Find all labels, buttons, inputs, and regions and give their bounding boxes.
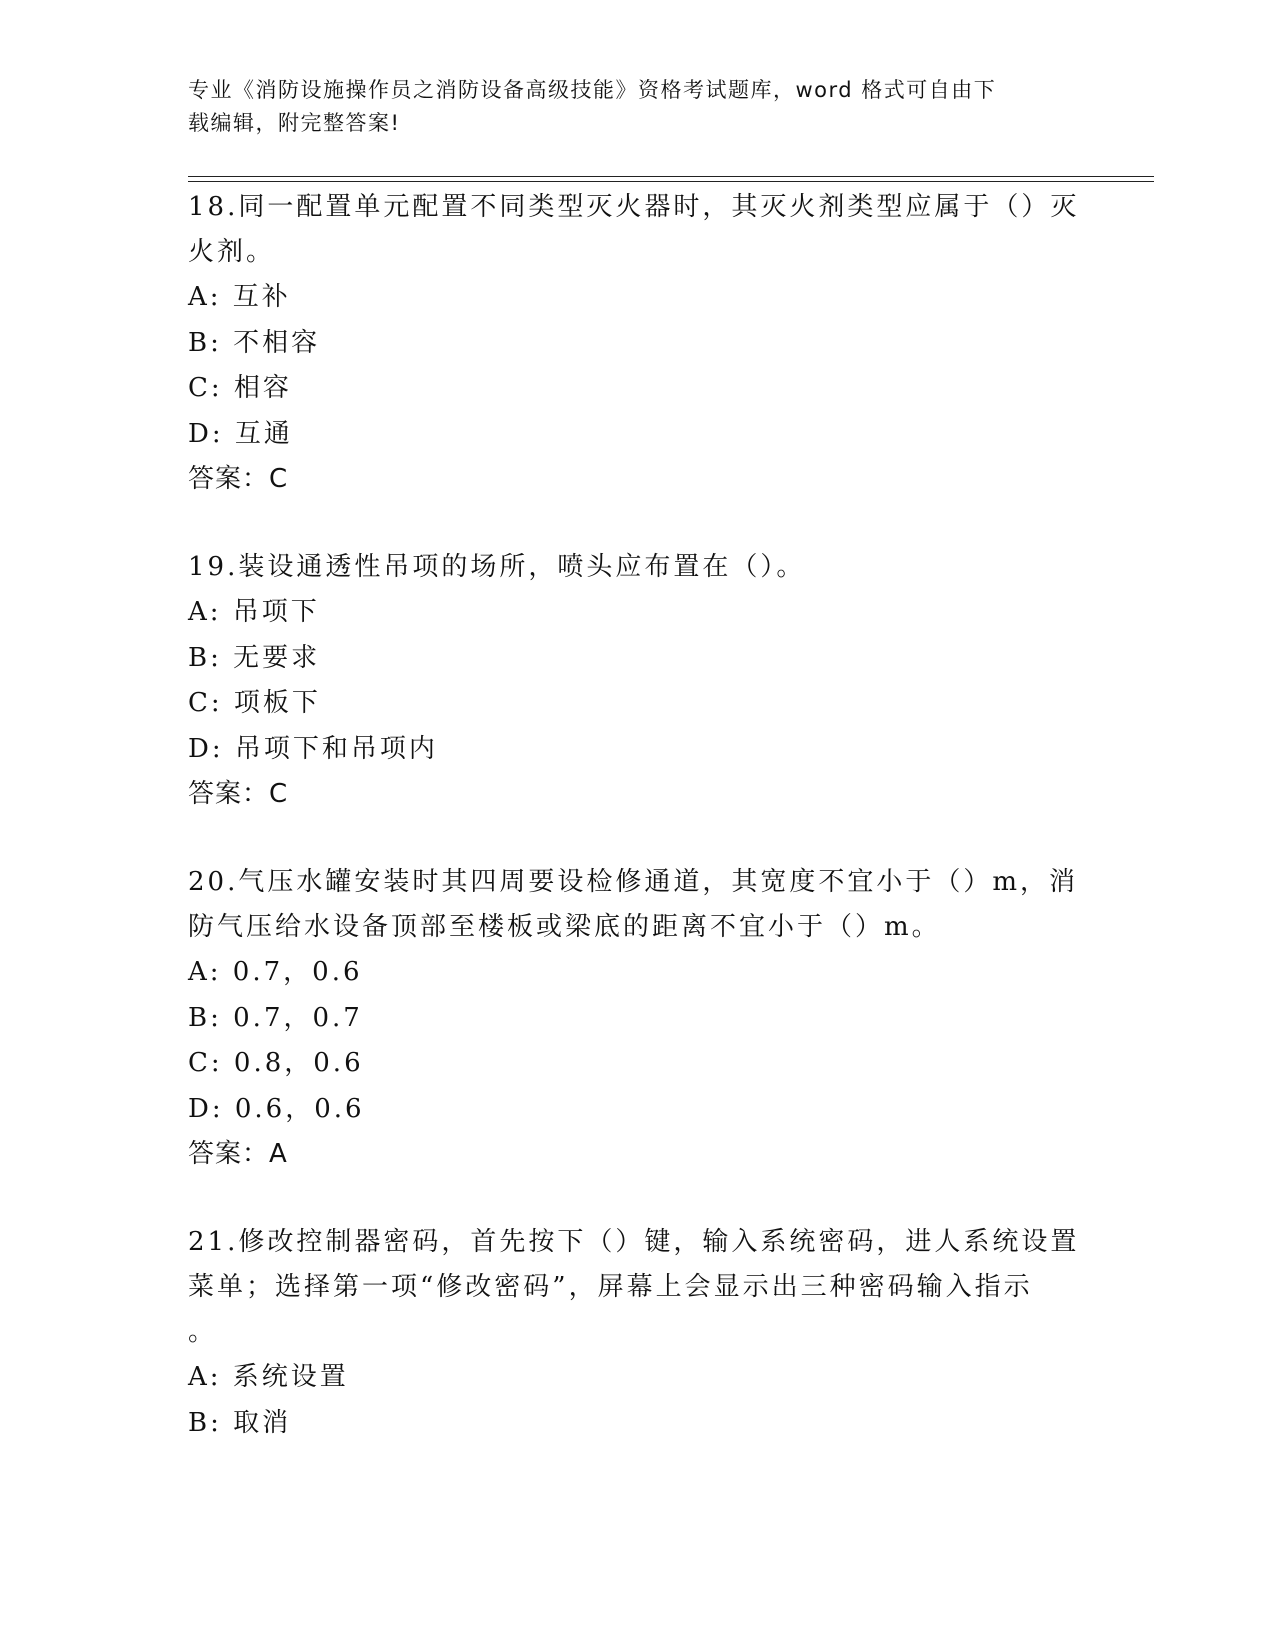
- question-text-line: 19.装设通透性吊项的场所，喷头应布置在（）。: [188, 552, 806, 582]
- question-text-line: 。: [188, 1317, 218, 1347]
- option-b: B: 0.7，0.7: [188, 1002, 363, 1033]
- option-b: B: 不相容: [188, 327, 321, 358]
- option-a: A: 系统设置: [188, 1362, 349, 1392]
- question-text-line: 20.气压水罐安装时其四周要设检修通道，其宽度不宜小于（）m，消: [188, 867, 1079, 897]
- header-line-2: 载编辑，附完整答案!: [188, 111, 401, 135]
- question-20: [188, 860, 1088, 1177]
- question-21: [188, 1220, 1088, 1446]
- option-d: D: 0.6，0.6: [188, 1093, 365, 1124]
- question-19: [188, 545, 1088, 817]
- option-c: C: 0.8，0.6: [188, 1048, 364, 1078]
- option-d: D: 吊项下和吊项内: [188, 733, 438, 764]
- answer: 答案：A: [188, 1139, 288, 1169]
- question-text-line: 21.修改控制器密码，首先按下（）键，输入系统密码，进人系统设置: [188, 1227, 1080, 1257]
- option-b: B: 取消: [188, 1407, 292, 1438]
- question-text-line: 防气压给水设备顶部至楼板或梁底的距离不宜小于（）m。: [188, 912, 941, 942]
- question-text-line: 18.同一配置单元配置不同类型灭火器时，其灭火剂类型应属于（）灭: [188, 192, 1080, 222]
- question-18: [188, 185, 1088, 502]
- option-c: C: 相容: [188, 373, 292, 403]
- option-a: A: 0.7，0.6: [188, 957, 363, 987]
- option-b: B: 无要求: [188, 642, 321, 673]
- header-line-1: 专业《消防设施操作员之消防设备高级技能》资格考试题库，word 格式可自由下: [188, 78, 997, 102]
- option-d: D: 互通: [188, 418, 293, 449]
- header-divider-bottom: [188, 181, 1154, 182]
- question-text-line: 火剂。: [188, 237, 276, 267]
- option-a: A: 吊项下: [188, 597, 320, 627]
- option-a: A: 互补: [188, 282, 291, 312]
- document-header: [188, 74, 1088, 140]
- header-divider-top: [188, 176, 1154, 177]
- answer: 答案：C: [188, 464, 289, 494]
- answer: 答案：C: [188, 779, 289, 809]
- option-c: C: 项板下: [188, 688, 321, 718]
- question-text-line: 菜单；选择第一项“修改密码”，屏幕上会显示出三种密码输入指示: [188, 1272, 1033, 1302]
